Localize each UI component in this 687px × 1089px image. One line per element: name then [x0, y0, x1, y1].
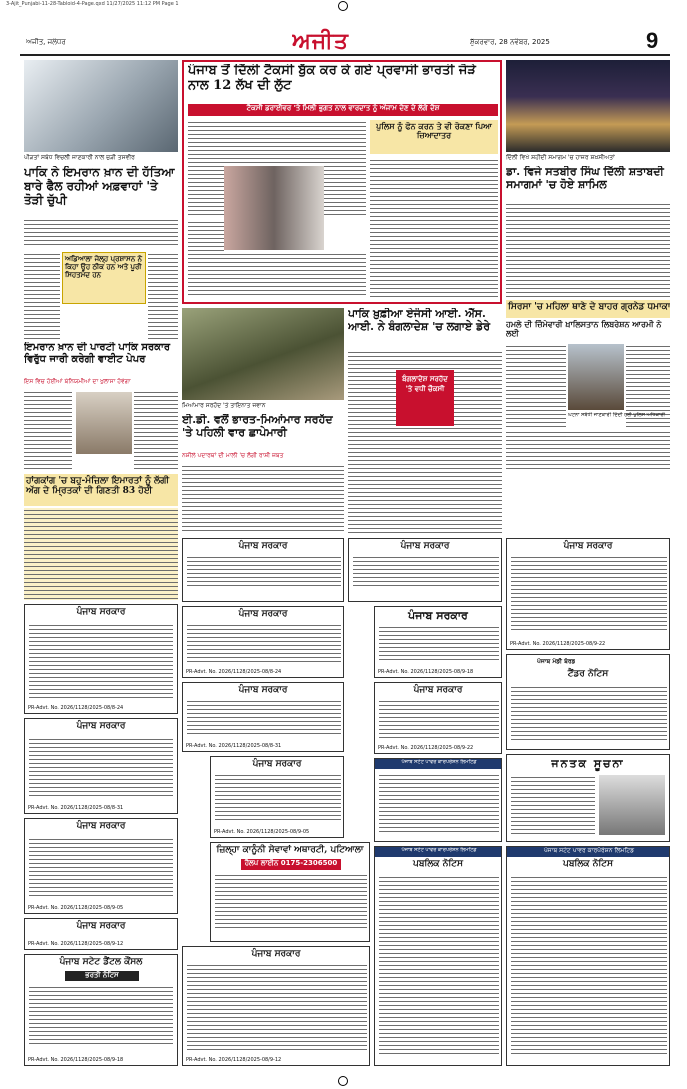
- ad-table: [187, 699, 341, 737]
- ad-table: [511, 875, 667, 1055]
- hongkong-fire-headline: ਹਾਂਗਕਾਂਗ 'ਚ ਬਹੁ-ਮੰਜ਼ਿਲਾ ਇਮਾਰਤਾਂ ਨੂੰ ਲੱਗੀ ਅੱਗ ਦੇ ਮ੍ਰਿਤਕਾਂ ਦੀ ਗਿਣਤੀ 83 ਹੋਈ: [24, 474, 178, 506]
- event-caption: ਦਿੱਲੀ ਵਿਖੇ ਸ਼ਹੀਦੀ ਸਮਾਗਮ 'ਚ ਹਾਜ਼ਰ ਸ਼ਖ਼ਸੀਅਤਾਂ: [506, 154, 615, 161]
- print-slug: 3-Ajit_Punjabi-11-28-Tabloid-4-Page.qxd 11/27/2025 11:12 PM Page 1: [6, 1, 179, 7]
- logo: ਅਜੀਤ: [292, 28, 349, 54]
- ad-table: [379, 625, 499, 663]
- imran-white-paper-subhead: ਇਸ ਵਿਚ ਹੋਈਆਂ ਬੇਨਿਯਮੀਆਂ ਦਾ ਖੁਲਾਸਾ ਹੋਵੇਗਾ: [24, 378, 131, 385]
- ad-pr-number: PR-Advt. No. 2026/1128/2025-08/9-12: [186, 1057, 282, 1063]
- top-left-photo: [24, 60, 178, 152]
- ad-punjab-sarkar-3: [24, 818, 178, 914]
- registration-mark-icon: [338, 1076, 348, 1086]
- ad-public-notice-2: [506, 846, 670, 1066]
- imran-death-rumor-headline: ਪਾਕਿ ਨੇ ਇਮਰਾਨ ਖ਼ਾਨ ਦੀ ਹੱਤਿਆ ਬਾਰੇ ਫੈਲ ਰਹੀਆਂ ਅਫ਼ਵਾਹਾਂ 'ਤੇ ਤੋੜੀ ਚੁੱਪੀ: [24, 166, 175, 207]
- ad-title: ਪਬਲਿਕ ਨੋਟਿਸ: [563, 859, 613, 869]
- pull-quote: ਅਡਿਆਲਾ ਜੇਲ੍ਹ ਪ੍ਰਸ਼ਾਸਨ ਨੇ ਕਿਹਾ ਉਹ ਠੀਕ ਹਨ ਅਤੇ ਪੂਰੀ ਸਿਹਤਮੰਦ ਹਨ: [62, 252, 146, 304]
- army-patrol-photo: [182, 308, 344, 400]
- ad-table: [187, 963, 367, 1051]
- police-officer-photo: [568, 344, 624, 410]
- ad-pr-number: PR-Advt. No. 2026/1128/2025-08/8-31: [186, 743, 282, 749]
- ad-punjab-sarkar-2: [24, 718, 178, 814]
- ad-table: [29, 737, 173, 799]
- ad-title: ਪੰਜਾਬ ਸਟੇਟ ਡੈਂਟਲ ਕੌਂਸਲ: [59, 957, 143, 967]
- ed-raid-subhead: ਨਸ਼ੀਲੇ ਪਦਾਰਥਾਂ ਦੀ ਮਾਲੀ 'ਚ ਲੱਗੀ ਰਾਸ਼ੀ ਜ਼ਬਤ: [182, 452, 284, 459]
- ad-psscl-1: [374, 758, 502, 842]
- ad-title: ਪੰਜਾਬ ਸਰਕਾਰ: [76, 921, 126, 931]
- ad-pr-number: PR-Advt. No. 2026/1128/2025-08/9-18: [378, 669, 474, 675]
- ad-punjab-sarkar-center-5: [182, 946, 370, 1066]
- sirsa-blast-headline: ਸਿਰਸਾ 'ਚ ਮਹਿਲਾ ਥਾਣੇ ਦੇ ਬਾਹਰ ਗ੍ਰਨੇਡ ਧਮਾਕਾ: [506, 300, 670, 318]
- article-body: [188, 220, 224, 296]
- ad-title: ਪੰਜਾਬ ਸਰਕਾਰ: [238, 541, 288, 551]
- registration-mark-icon: [338, 1, 348, 11]
- ad-punjab-sarkar-right-1: [506, 538, 670, 650]
- article-body: [148, 252, 178, 340]
- ad-table: [29, 837, 173, 899]
- ad-legal-services: [210, 842, 370, 942]
- ad-pr-number: PR-Advt. No. 2026/1128/2025-08/9-05: [28, 905, 124, 911]
- ad-title: ਪੰਜਾਬ ਸਰਕਾਰ: [408, 609, 468, 622]
- ad-title: ਜ਼ਿਲ੍ਹਾ ਕਾਨੂੰਨੀ ਸੇਵਾਵਾਂ ਅਥਾਰਟੀ, ਪਟਿਆਲਾ: [216, 845, 364, 855]
- ad-banner: ਪੰਜਾਬ ਮੰਡੀ ਬੋਰਡ: [537, 658, 576, 665]
- masthead: [20, 28, 670, 56]
- ad-punjab-sarkar-center-2: [182, 606, 344, 678]
- article-body: [24, 390, 72, 470]
- imran-white-paper-headline: ਇਮਰਾਨ ਖ਼ਾਨ ਦੀ ਪਾਰਟੀ ਪਾਕਿ ਸਰਕਾਰ ਵਿਰੁੱਧ ਜਾਰੀ ਕਰੇਗੀ ਵਾਈਟ ਪੇਪਰ: [24, 342, 171, 365]
- ad-title: ਪੰਜਾਬ ਸਰਕਾਰ: [563, 541, 613, 551]
- ad-punjab-sarkar-mid-1: [348, 538, 502, 602]
- ad-pr-number: PR-Advt. No. 2026/1128/2025-08/9-12: [28, 941, 124, 947]
- ad-pr-number: PR-Advt. No. 2026/1128/2025-08/9-18: [28, 1057, 124, 1063]
- ad-dental-council: [24, 954, 178, 1066]
- article-body: [224, 252, 366, 298]
- ad-table: [187, 555, 341, 589]
- ad-table: [379, 875, 499, 1055]
- ad-punjab-sarkar-center-3: [182, 682, 344, 752]
- ad-table: [187, 623, 341, 663]
- ad-title: ਪੰਜਾਬ ਸਰਕਾਰ: [252, 759, 302, 769]
- ad-banner: ਪੰਜਾਬ ਸਟੇਟ ਪਾਵਰ ਕਾਰਪੋਰੇਸ਼ਨ ਲਿਮਟਿਡ: [375, 759, 502, 769]
- article-body: [24, 508, 178, 600]
- ad-public-notice-1: [374, 846, 502, 1066]
- ad-helpline: ਹੈਲਪ ਲਾਈਨ 0175-2306500: [241, 859, 341, 870]
- lead-subhead: ਟੈਕਸੀ ਡਰਾਈਵਰ 'ਤੇ ਮਿਲੀ ਭੁਗਤ ਨਾਲ ਵਾਰਦਾਤ ਨੂੰ ਅੰਜਾਮ ਦੇਣ ਦੇ ਲੱਗੇ ਦੋਸ਼: [188, 104, 498, 116]
- ad-mandi-board: [506, 654, 670, 750]
- ad-table: [353, 555, 499, 589]
- ad-table: [379, 699, 499, 739]
- article-body: [134, 390, 178, 470]
- lead-sidebar-head: ਪੁਲਿਸ ਨੂੰ ਫੋਨ ਕਰਨ ਤੇ ਵੀ ਰੋਕਣਾ ਪਿਆ ਜ਼ਿਆਦਾਤਰ: [370, 120, 498, 154]
- ad-title: ਪੰਜਾਬ ਸਰਕਾਰ: [76, 821, 126, 831]
- ad-punjab-sarkar-center-1: [182, 538, 344, 602]
- ad-title: ਪੰਜਾਬ ਸਰਕਾਰ: [238, 609, 288, 619]
- ad-pr-number: PR-Advt. No. 2026/1128/2025-08/8-24: [28, 705, 124, 711]
- ad-table: [215, 773, 341, 823]
- police-caption: ਘਟਨਾ ਸਬੰਧੀ ਜਾਣਕਾਰੀ ਦਿੰਦੀ ਹੋਈ ਪੁਲਿਸ ਅਧਿਕਾਰੀ: [568, 412, 666, 418]
- ad-banner: ਪੰਜਾਬ ਸਟੇਟ ਪਾਵਰ ਕਾਰਪੋਰੇਸ਼ਨ ਲਿਮਟਿਡ: [375, 847, 502, 857]
- article-body: [24, 218, 178, 248]
- ad-table: [511, 775, 595, 835]
- ad-table: [511, 555, 667, 633]
- isi-headline: ਪਾਕਿ ਖ਼ੁਫ਼ੀਆ ਏਜੰਸੀ ਆਈ. ਐੱਸ. ਆਈ. ਨੇ ਬੰਗਲਾਦੇਸ਼ 'ਚ ਲਗਾਏ ਡੇਰੇ: [348, 308, 491, 333]
- ad-table: [215, 873, 367, 929]
- ad-pr-number: PR-Advt. No. 2026/1128/2025-08/9-22: [510, 641, 606, 647]
- ad-title: ਪੰਜਾਬ ਸਰਕਾਰ: [76, 721, 126, 731]
- ad-table: [511, 685, 667, 743]
- ad-title: ਪੰਜਾਬ ਸਰਕਾਰ: [251, 949, 301, 959]
- ad-title: ਪੰਜਾਬ ਸਰਕਾਰ: [238, 685, 288, 695]
- nri-couple-photo: [224, 166, 324, 250]
- imran-portrait: [76, 392, 132, 454]
- article-body: [506, 202, 670, 298]
- ed-raid-headline: ਈ.ਡੀ. ਵਲੋਂ ਭਾਰਤ-ਮਿਆਂਮਾਰ ਸਰਹੱਦ 'ਤੇ ਪਹਿਲੀ ਵਾਰ ਛਾਪੇਮਾਰੀ: [182, 414, 333, 439]
- ad-title: ਜਨਤਕ ਸੂਚਨਾ: [551, 757, 625, 770]
- ad-pr-number: PR-Advt. No. 2026/1128/2025-08/9-05: [214, 829, 310, 835]
- ad-punjab-sarkar-center-4: [210, 756, 344, 838]
- sirsa-blast-subhead: ਹਮਲੇ ਦੀ ਜ਼ਿੰਮੇਵਾਰੀ ਖ਼ਾਲਿਸਤਾਨ ਲਿਬਰੇਸ਼ਨ ਆਰਮੀ ਨੇ ਲਈ: [506, 320, 662, 339]
- ad-title: ਪੰਜਾਬ ਸਰਕਾਰ: [400, 541, 450, 551]
- ad-subtitle: ਭਰਤੀ ਨੋਟਿਸ: [65, 971, 139, 981]
- ad-punjab-sarkar-mid-2: [374, 606, 502, 678]
- article-body: [506, 344, 566, 428]
- ad-punjab-sarkar-1: [24, 604, 178, 714]
- ad-title: ਟੈਂਡਰ ਨੋਟਿਸ: [567, 669, 609, 679]
- ad-table: [379, 773, 499, 835]
- article-body: [24, 252, 60, 340]
- ad-title: ਪੰਜਾਬ ਸਰਕਾਰ: [76, 607, 126, 617]
- article-body: [182, 464, 344, 534]
- top-left-caption: ਪੀੜਤਾਂ ਸਬੰਧ ਵਿਚਲੀ ਜਾਣਕਾਰੀ ਨਾਲ ਜੁੜੀ ਤਸਵੀਰ: [24, 154, 135, 161]
- notice-photo: [599, 775, 665, 835]
- army-caption: ਮਿਆਂਮਾਰ ਸਰਹੱਦ 'ਤੇ ਤਾਇਨਾਤ ਜਵਾਨ: [182, 402, 266, 409]
- issue-date: ਸ਼ੁੱਕਰਵਾਰ, 28 ਨਵੰਬਰ, 2025: [470, 38, 550, 46]
- ad-pr-number: PR-Advt. No. 2026/1128/2025-08/9-22: [378, 745, 474, 751]
- article-body: [506, 430, 670, 470]
- ad-table: [29, 985, 173, 1047]
- ad-janatak-suchna: [506, 754, 670, 842]
- page-number: 9: [646, 28, 659, 53]
- ad-banner: ਪੰਜਾਬ ਸਟੇਟ ਪਾਵਰ ਕਾਰਪੋਰੇਸ਼ਨ ਲਿਮਟਿਡ: [507, 847, 670, 857]
- gurdwara-event-photo: [506, 60, 670, 152]
- ad-pr-number: PR-Advt. No. 2026/1128/2025-08/8-31: [28, 805, 124, 811]
- ad-pr-number: PR-Advt. No. 2026/1128/2025-08/8-24: [186, 669, 282, 675]
- lead-story-box: [182, 60, 502, 304]
- ad-table: [29, 623, 173, 699]
- isi-boxout: ਬੰਗਲਾਦੇਸ਼ ਸਰਹੱਦ 'ਤੇ ਵਧੀ ਚੌਕਸੀ: [396, 370, 454, 426]
- ad-punjab-sarkar-mid-3: [374, 682, 502, 754]
- vijay-satbir-headline: ਡਾ. ਵਿਜੇ ਸਤਬੀਰ ਸਿੰਘ ਦਿੱਲੀ ਸ਼ਤਾਬਦੀ ਸਮਾਗਮਾਂ 'ਚ ਹੋਏ ਸ਼ਾਮਿਲ: [506, 166, 664, 191]
- article-body: [370, 158, 498, 298]
- ad-punjab-sarkar-4: [24, 918, 178, 950]
- ad-title: ਪੰਜਾਬ ਸਰਕਾਰ: [413, 685, 463, 695]
- ad-title: ਪਬਲਿਕ ਨੋਟਿਸ: [413, 859, 463, 869]
- lead-headline: ਪੰਜਾਬ ਤੋਂ ਦਿੱਲੀ ਟੈਕਸੀ ਬੁੱਕ ਕਰ ਕੇ ਗਏ ਪ੍ਰਵਾਸੀ ਭਾਰਤੀ ਜੋੜੇ ਨਾਲ 12 ਲੱਖ ਦੀ ਲੁੱਟ: [188, 64, 476, 93]
- edition-label: ਅਜੀਤ, ਜਲੰਧਰ: [26, 38, 66, 46]
